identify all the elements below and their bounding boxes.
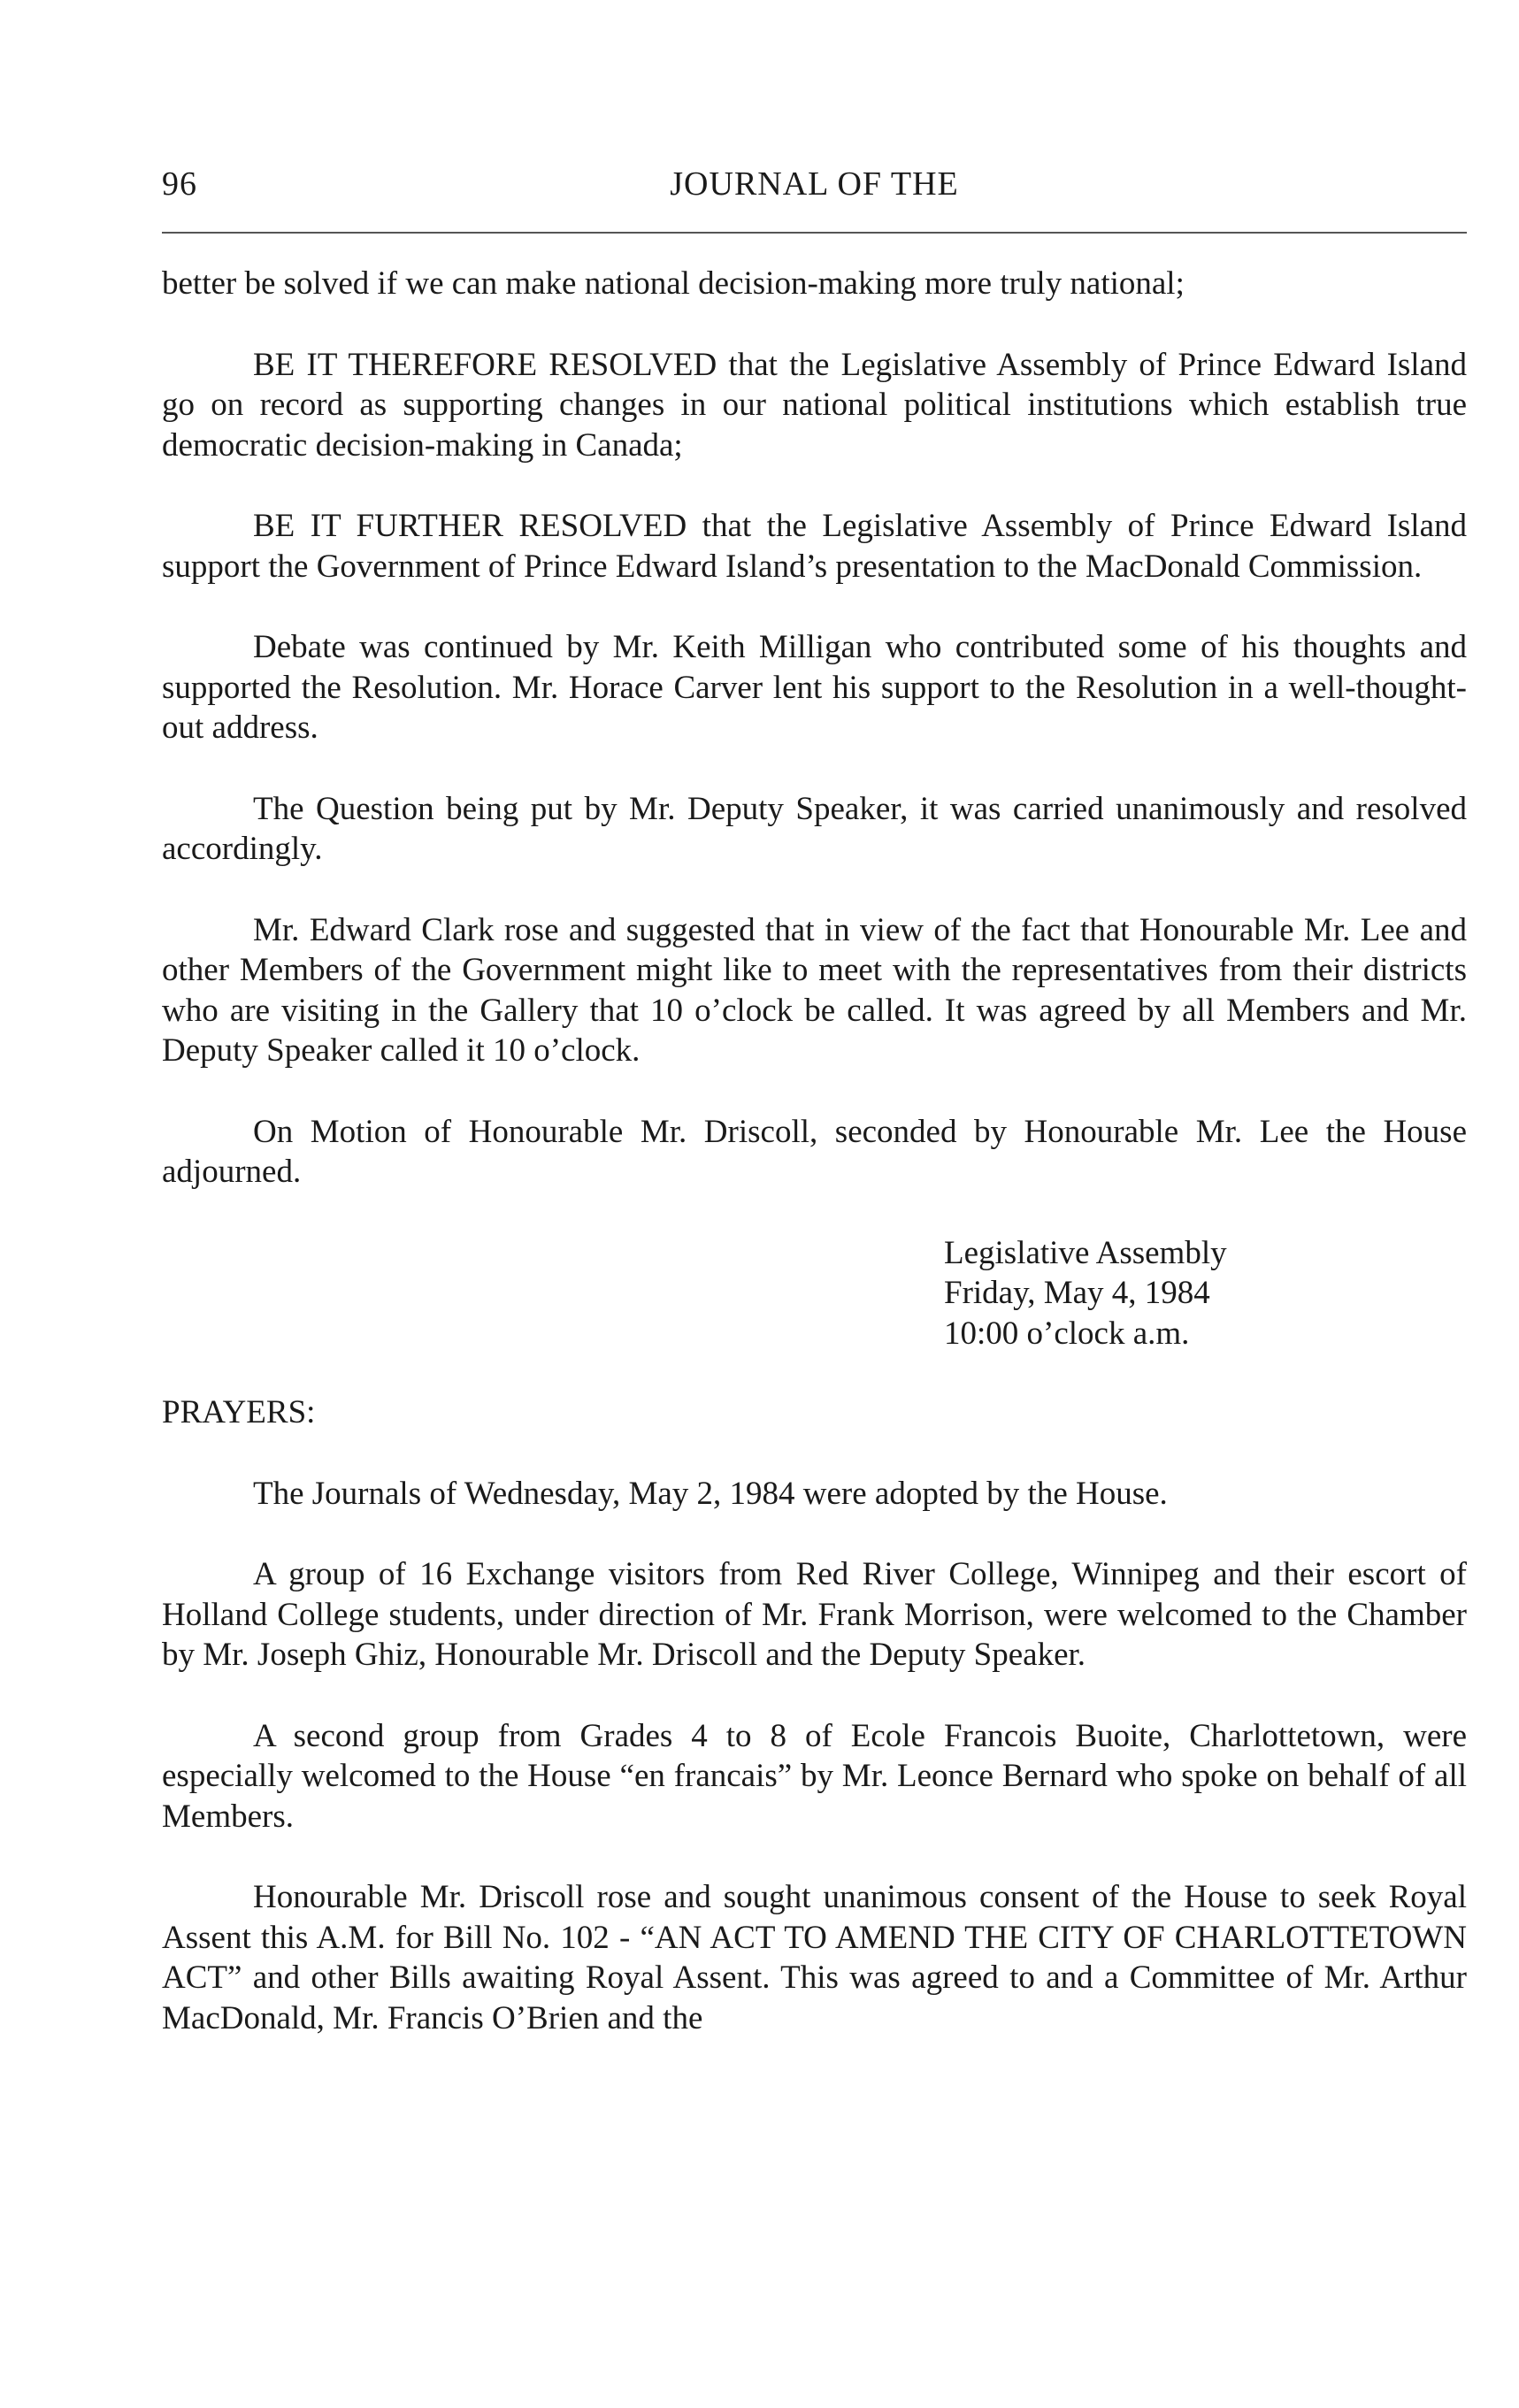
resolution-therefore: BE IT THEREFORE RESOLVED that the Legislative Assembly of Prince Edward Island go on record as supporting changes in our national political institutions which establish true democratic decision-making in Canada;	[162, 346, 1467, 464]
paragraph-clark: Mr. Edward Clark rose and suggested that in view of the fact that Honourable Mr. Lee and other Members of the Government might like to meet with the representatives from their districts who are visiting in the Gallery that 10 o’clock be called. It was agreed by all Members and Mr. Deputy Speaker called it 10 o’clock.	[162, 911, 1467, 1069]
paragraph-adjourned: On Motion of Honourable Mr. Driscoll, seconded by Honourable Mr. Lee the House adjourned.	[162, 1113, 1467, 1190]
running-head: JOURNAL OF THE	[670, 165, 959, 203]
paragraph-journals-adopted: The Journals of Wednesday, May 2, 1984 were adopted by the House.	[253, 1475, 1168, 1512]
header-rule	[162, 232, 1467, 234]
paragraph-question: The Question being put by Mr. Deputy Speaker, it was carried unanimously and resolved accordingly.	[162, 790, 1467, 867]
prayers-heading: PRAYERS:	[162, 1394, 316, 1430]
paragraph-second-group: A second group from Grades 4 to 8 of Ecole Francois Buoite, Charlottetown, were especially welcomed to the House “en francais” by Mr. Leonce Bernard who spoke on behalf of all Members.	[162, 1717, 1467, 1835]
page-header	[162, 165, 1467, 209]
session-heading	[944, 1233, 1467, 1354]
resolution-further: BE IT FURTHER RESOLVED that the Legislative Assembly of Prince Edward Island support the Government of Prince Edward Island’s presentation to the MacDonald Commission.	[162, 508, 1467, 585]
page-number: 96	[162, 165, 197, 203]
paragraph-royal-assent: Honourable Mr. Driscoll rose and sought unanimous consent of the House to seek Royal Assent this A.M. for Bill No. 102 - “AN ACT TO AMEND THE CITY OF CHARLOTTETOWN ACT” and other Bills awaiting Royal Assent. This was agreed to and a Committee of Mr. Arthur MacDonald, Mr. Francis O’Brien and the	[162, 1879, 1467, 2036]
journal-body	[162, 264, 1467, 2079]
paragraph-exchange-visitors: A group of 16 Exchange visitors from Red River College, Winnipeg and their escort of Holland College students, under direction of Mr. Frank Morrison, were welcomed to the Chamber by Mr. Joseph Ghiz, Honourable Mr. Driscoll and the Deputy Speaker.	[162, 1556, 1467, 1673]
paragraph-debate: Debate was continued by Mr. Keith Milligan who contributed some of his thoughts and supported the Resolution. Mr. Horace Carver lent his support to the Resolution in a well-thought-out address.	[162, 629, 1467, 746]
session-heading-date: Friday, May 4, 1984	[944, 1275, 1210, 1311]
paragraph-continuation: better be solved if we can make national decision-making more truly national;	[162, 265, 1185, 302]
session-heading-time: 10:00 o’clock a.m.	[944, 1315, 1190, 1352]
session-heading-assembly: Legislative Assembly	[944, 1234, 1227, 1271]
